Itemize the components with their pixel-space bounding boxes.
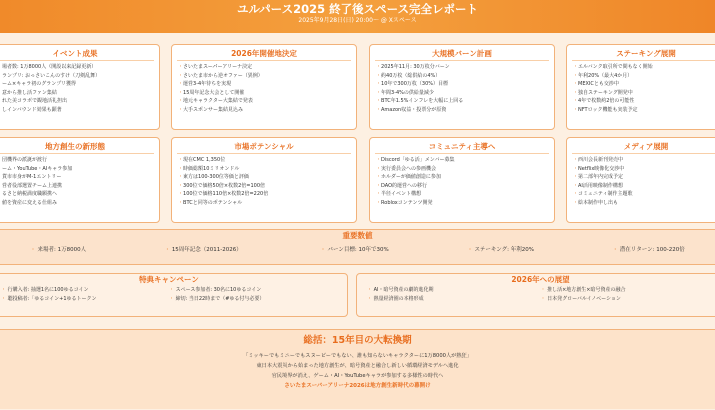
campaign-title: 特典キャンペーン bbox=[139, 275, 199, 284]
list-item: ・ 東方は100-300位等価と評価 bbox=[178, 173, 356, 182]
list-item: ・ AI・暗号資産の劇的進化期 bbox=[367, 286, 541, 295]
summary-section bbox=[0, 329, 715, 409]
campaign-col-2 bbox=[169, 286, 337, 303]
list-item: ・ 時価総額10ミリオンドル bbox=[178, 165, 356, 174]
list-item: ・ るさと納税満度職願携へ bbox=[0, 190, 159, 199]
card-event-results bbox=[0, 44, 160, 130]
card-venue-2026 bbox=[171, 44, 357, 130]
key-figures-title: 重要数値 bbox=[342, 231, 373, 240]
card-list bbox=[172, 156, 356, 208]
key-figure: ・ 潜在リターン: 100-220倍 bbox=[612, 245, 684, 253]
card-title: 市場ポテンシャル bbox=[177, 141, 351, 154]
list-item: ・ 行購入者: 抽選1名に100ゆるコイン bbox=[1, 286, 169, 295]
card-burn-plan bbox=[369, 44, 555, 130]
list-item: ・ 半径イベント構想 bbox=[376, 190, 554, 199]
list-item: ・ ーム×キャラ初のグランプリ獲得 bbox=[0, 80, 159, 89]
card-title: 2026年開催地決定 bbox=[177, 48, 351, 61]
list-item: ・ スペース参加者: 30名に10ゆるコイン bbox=[169, 286, 337, 295]
card-title: イベント成果 bbox=[0, 48, 154, 61]
outlook-title: 2026年への展望 bbox=[511, 275, 570, 284]
report-header bbox=[0, 0, 715, 33]
report-title: ユルパース2025 終了後スペース完全レポート bbox=[236, 2, 479, 16]
list-item: ・ 西川会長新刊発売中 bbox=[573, 156, 715, 165]
card-media bbox=[566, 137, 715, 223]
summary-line: 東日本大震災から始まった地方創生が、暗号資産と融合し新しい循環経済モデルへ進化 bbox=[256, 363, 459, 369]
key-figures-list bbox=[0, 245, 715, 253]
outlook-col-1 bbox=[367, 286, 541, 303]
list-item: ・ 現在CMC 1,350位 bbox=[178, 156, 356, 165]
list-item: ・ 年間3-4%の供給量減少 bbox=[376, 89, 554, 98]
list-item: ・ 実行委員会への参画機会 bbox=[376, 165, 554, 174]
list-item: ・ BTC年1.5%インフレを大幅に上回る bbox=[376, 97, 554, 106]
card-list bbox=[567, 63, 715, 115]
card-staking bbox=[566, 44, 715, 130]
card-market-potential bbox=[171, 137, 357, 223]
list-item: ・ 4年で枚数約2倍の可能性 bbox=[573, 97, 715, 106]
list-item: ・ 団機界の派誕が渡行 bbox=[0, 156, 159, 165]
list-item: ・ 意から推し活ファン集結 bbox=[0, 89, 159, 98]
key-figure: ・ 来場者: 1万8000人 bbox=[30, 245, 86, 253]
report-subtitle: 2025年9月28日(日) 20:00〜 @ Xスペース bbox=[298, 17, 417, 24]
list-item: ・ しインバウンド効果も顕著 bbox=[0, 106, 159, 115]
list-item: ・ 運営3-4年待ちを実現 bbox=[178, 80, 356, 89]
list-item: ・ ランプリ: おっさいこんのすけ（刀剣乱舞） bbox=[0, 72, 159, 81]
list-item: ・ ホルダーが価値創造に参加 bbox=[376, 173, 554, 182]
card-title: ステーキング展開 bbox=[572, 48, 715, 61]
list-item: ・ 15周年記念大会として開催 bbox=[178, 89, 356, 98]
list-item: ・ 独自ステーキング開発中 bbox=[573, 89, 715, 98]
card-list bbox=[370, 156, 554, 208]
list-item: ・ Netflix映像化交渉中 bbox=[573, 165, 715, 174]
list-item: ・ AI活用映像制作構想 bbox=[573, 182, 715, 191]
card-list bbox=[567, 156, 715, 208]
list-item: ・ 熱量経済圏の本格形成 bbox=[367, 295, 541, 304]
list-item: ・ 大手スポンサー集結見込み bbox=[178, 106, 356, 115]
list-item: ・ MEXICとも交渉中 bbox=[573, 80, 715, 89]
summary-line: 「ミッキーでもミニーでもスヌーピーでもない、誰も知らないキャラクターに1万8000人が熱狂」 bbox=[243, 353, 472, 359]
list-item: ・ 2025年11月: 30万枚分バーン bbox=[376, 63, 554, 72]
key-figure: ・ 15周年記念（2011-2026） bbox=[165, 245, 242, 253]
list-item: ・ 場者数: 1万8000人（開設以来記録更新） bbox=[0, 63, 159, 72]
campaign-band bbox=[0, 273, 348, 317]
list-item: ・ 100位で価格110倍×枚数2倍=220倍 bbox=[178, 190, 356, 199]
list-item: ・ NFTロック機能も実装予定 bbox=[573, 106, 715, 115]
outlook-band bbox=[356, 273, 715, 317]
list-item: ・ 営者役部選置チーム上連携 bbox=[0, 182, 159, 191]
card-community bbox=[369, 137, 555, 223]
summary-title: 総括：15年目の大転換期 bbox=[303, 335, 412, 346]
card-regional-revitalization bbox=[0, 137, 160, 223]
card-title: 地方創生の新形態 bbox=[0, 141, 154, 154]
list-item: ・ エルバンク取引所で間もなく開始 bbox=[573, 63, 715, 72]
list-item: ・ 推し活×地方創生×暗号資産の融合 bbox=[541, 286, 715, 295]
list-item: ・ さいたまスーパーアリーナ決定 bbox=[178, 63, 356, 72]
card-title: コミュニティ主導へ bbox=[375, 141, 549, 154]
card-title: 大規模バーン計画 bbox=[375, 48, 549, 61]
card-list bbox=[0, 156, 159, 208]
summary-closing: さいたまスーパーアリーナ2026は地方創生新時代の幕開け bbox=[284, 383, 431, 389]
list-item: ・ 年利20%（最大4か月） bbox=[573, 72, 715, 81]
card-list bbox=[0, 63, 159, 115]
list-item: ・ 締切: 当日22時まで（#ゆる付与必要） bbox=[169, 295, 337, 304]
list-item: ・ Discord「ゆる活」メンバー募集 bbox=[376, 156, 554, 165]
summary-line: 官民境界が消え、ゲーム・AI・YouTubeキャラが参加する多様性の時代へ bbox=[271, 373, 444, 379]
list-item: ・ ーム・YouTube・AIキャラ参加 bbox=[0, 165, 159, 174]
card-list bbox=[370, 63, 554, 115]
list-item: ・ 300位で価格50倍×枚数2倍=100倍 bbox=[178, 182, 356, 191]
key-figure: ・ ステーキング: 年利20% bbox=[467, 245, 534, 253]
list-item: ・ Amazon収益・投票分が原資 bbox=[376, 106, 554, 115]
list-item: ・ 値を資産に変える仕組み bbox=[0, 199, 159, 208]
card-list bbox=[172, 63, 356, 115]
list-item: ・ 約40万枚（総供給の4%） bbox=[376, 72, 554, 81]
key-figure: ・ バーン目標: 10年で30% bbox=[320, 245, 388, 253]
list-item: ・ 貨市市身がM-1エントリー bbox=[0, 173, 159, 182]
list-item: ・ 日本発グローバルイノベーション bbox=[541, 295, 715, 304]
list-item: ・ DAO的運営への移行 bbox=[376, 182, 554, 191]
list-item: ・ BTCと同等のポテンシャル bbox=[178, 199, 356, 208]
campaign-col-1 bbox=[1, 286, 169, 303]
key-figures-band bbox=[0, 229, 715, 265]
list-item: ・ 10年で300万枚（30%）目標 bbox=[376, 80, 554, 89]
list-item: ・ Robloxコンテンツ開発 bbox=[376, 199, 554, 208]
list-item: ・ 聴投稿者:「ゆるコイン+1ゆるトークン bbox=[1, 295, 169, 304]
list-item: ・ 地元キャラクター大集結で発表 bbox=[178, 97, 356, 106]
list-item: ・ 第二部年内完成予定 bbox=[573, 173, 715, 182]
list-item: ・ さいたま市から逆オファー（異例） bbox=[178, 72, 356, 81]
list-item: ・ れた美コラボで観地活礼担出 bbox=[0, 97, 159, 106]
list-item: ・ 絵本制作申し出も bbox=[573, 199, 715, 208]
outlook-col-2 bbox=[541, 286, 715, 303]
card-title: メディア展開 bbox=[572, 141, 715, 154]
list-item: ・ コミュニティ制作主題歌 bbox=[573, 190, 715, 199]
